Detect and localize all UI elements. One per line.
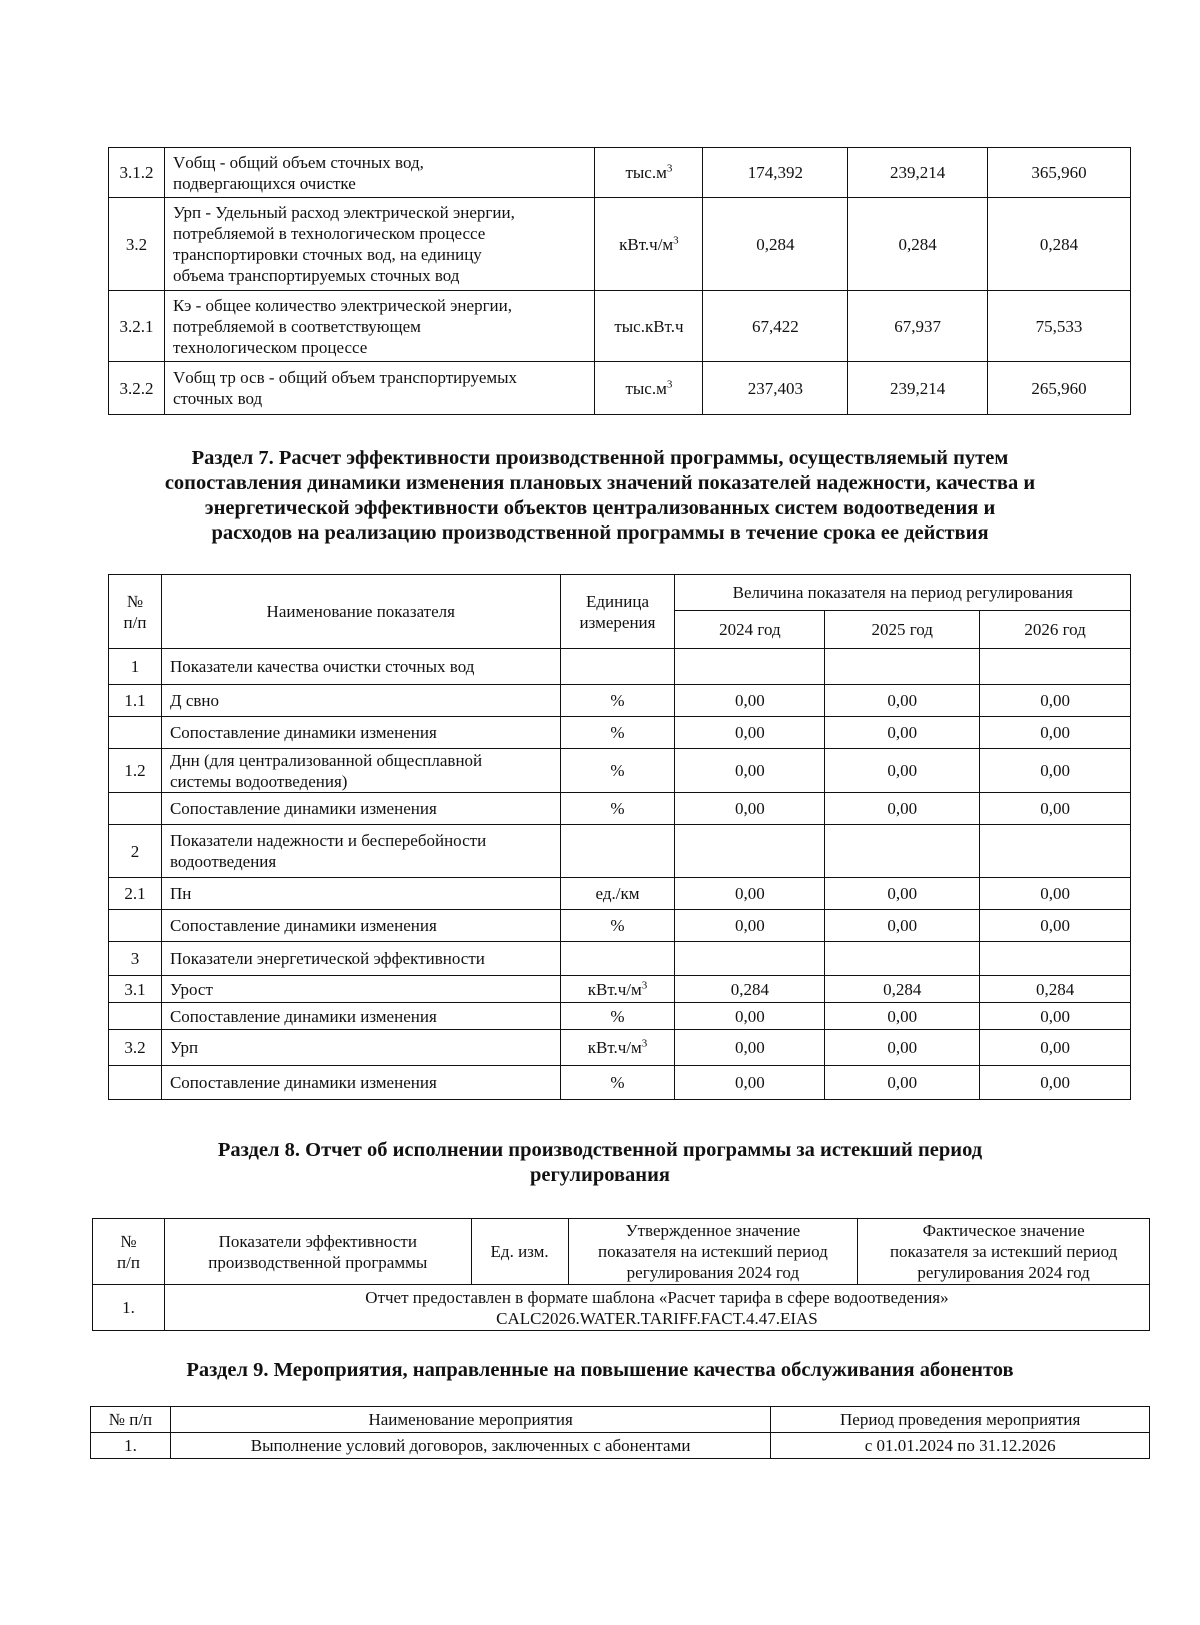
top-row-value-2025: 0,284 — [848, 198, 988, 291]
s7-row-value-2026: 0,00 — [980, 717, 1131, 749]
s7-row-unit: % — [560, 717, 675, 749]
s7-row-value-2025: 0,284 — [825, 976, 980, 1003]
s7-row-value-2026 — [980, 649, 1131, 685]
top-row-num: 3.2.2 — [109, 362, 165, 415]
top-row-name: Урп - Удельный расход электрической энергии, потребляемой в технологическом процессе транспортировки сточных вод, на единицу объема транспортируемых сточных вод — [164, 198, 594, 291]
s7-header-year-2026: 2026 год — [980, 611, 1131, 649]
s7-row-unit: % — [560, 1066, 675, 1100]
s7-row-value-2026: 0,00 — [980, 793, 1131, 825]
top-row-unit: тыс.кВт.ч — [595, 291, 703, 362]
s7-row-value-2025: 0,00 — [825, 793, 980, 825]
s7-row-value-2024: 0,00 — [675, 749, 825, 793]
s7-row-num: 2.1 — [109, 878, 162, 910]
s7-row-value-2026: 0,00 — [980, 878, 1131, 910]
s8-header-approved: Утвержденное значение показателя на истекший период регулирования 2024 год — [568, 1219, 858, 1285]
s7-row-value-2026: 0,00 — [980, 1003, 1131, 1030]
s7-row-name: Днн (для централизованной общесплавной системы водоотведения) — [161, 749, 560, 793]
s7-row-value-2024 — [675, 825, 825, 878]
s7-row — [109, 717, 1131, 749]
s7-row — [109, 649, 1131, 685]
s7-row-unit: % — [560, 910, 675, 942]
s7-row-value-2026: 0,284 — [980, 976, 1131, 1003]
s7-row-value-2025: 0,00 — [825, 878, 980, 910]
s7-row-num: 3.2 — [109, 1030, 162, 1066]
s7-row-unit: $кВт.ч/м^3$ — [560, 1030, 675, 1066]
top-row-value-2026: 75,533 — [988, 291, 1131, 362]
top-row-unit: $тыс.м^3$ — [595, 148, 703, 198]
s7-row-unit: % — [560, 1003, 675, 1030]
s7-row-num: 1.2 — [109, 749, 162, 793]
s7-row-num: 2 — [109, 825, 162, 878]
s7-row-unit — [560, 649, 675, 685]
top-row-unit: $кВт.ч/м^3$ — [595, 198, 703, 291]
s7-row-unit — [560, 942, 675, 976]
s7-row-value-2024: 0,00 — [675, 1030, 825, 1066]
s7-header-num: № п/п — [109, 575, 162, 649]
s7-row — [109, 976, 1131, 1003]
s8-row-num: 1. — [93, 1285, 165, 1331]
s7-row-num: 1 — [109, 649, 162, 685]
top-row-name: Vобщ - общий объем сточных вод, подвергающихся очистке — [164, 148, 594, 198]
top-row-value-2024: 174,392 — [703, 148, 848, 198]
top-indicators-table — [108, 147, 1131, 415]
s9-row-name: Выполнение условий договоров, заключенных с абонентами — [170, 1433, 770, 1459]
section9-title: Раздел 9. Мероприятия, направленные на повышение качества обслуживания абонентов — [186, 1359, 1014, 1381]
s7-row-value-2024: 0,00 — [675, 717, 825, 749]
s7-row-name: Д свно — [161, 685, 560, 717]
s7-row-value-2025 — [825, 825, 980, 878]
s7-header-year-2025: 2025 год — [825, 611, 980, 649]
s7-row-value-2024 — [675, 942, 825, 976]
s7-header-year-2024: 2024 год — [675, 611, 825, 649]
s7-row-value-2024: 0,00 — [675, 1003, 825, 1030]
s8-header-num: № п/п — [93, 1219, 165, 1285]
top-row-value-2024: 67,422 — [703, 291, 848, 362]
s7-row-name: Показатели качества очистки сточных вод — [161, 649, 560, 685]
top-row-value-2024: 237,403 — [703, 362, 848, 415]
s7-row — [109, 1066, 1131, 1100]
s7-row-value-2025: 0,00 — [825, 910, 980, 942]
s7-row — [109, 1030, 1131, 1066]
s7-row-value-2024: 0,284 — [675, 976, 825, 1003]
s7-row-unit: % — [560, 793, 675, 825]
s7-row-value-2026 — [980, 942, 1131, 976]
s7-row-value-2024 — [675, 649, 825, 685]
top-row-value-2026: 0,284 — [988, 198, 1131, 291]
top-row-name: Vобщ тр осв - общий объем транспортируемых сточных вод — [164, 362, 594, 415]
top-row-value-2025: 239,214 — [848, 148, 988, 198]
top-row — [109, 362, 1131, 415]
s7-row-name: Пн — [161, 878, 560, 910]
s7-row-name: Урп — [161, 1030, 560, 1066]
s7-row-unit: $кВт.ч/м^3$ — [560, 976, 675, 1003]
top-row-value-2025: 239,214 — [848, 362, 988, 415]
top-row-num: 3.2.1 — [109, 291, 165, 362]
s7-header-unit: Единица измерения — [560, 575, 675, 649]
s7-row-num: 3 — [109, 942, 162, 976]
s7-row-name: Сопоставление динамики изменения — [161, 910, 560, 942]
s7-row — [109, 910, 1131, 942]
top-row-value-2024: 0,284 — [703, 198, 848, 291]
s7-row-unit: % — [560, 749, 675, 793]
s7-row-num — [109, 1003, 162, 1030]
s7-row-value-2024: 0,00 — [675, 878, 825, 910]
s7-row-value-2025 — [825, 942, 980, 976]
top-row-num: 3.2 — [109, 198, 165, 291]
s7-row-num — [109, 1066, 162, 1100]
s7-row-value-2025: 0,00 — [825, 1003, 980, 1030]
s7-row-value-2026 — [980, 825, 1131, 878]
s7-row-name: Показатели энергетической эффективности — [161, 942, 560, 976]
s9-header-name: Наименование мероприятия — [170, 1407, 770, 1433]
top-row-value-2026: 365,960 — [988, 148, 1131, 198]
top-row — [109, 291, 1131, 362]
top-row-value-2025: 67,937 — [848, 291, 988, 362]
s7-row-name: Урост — [161, 976, 560, 1003]
s9-header-period: Период проведения мероприятия — [771, 1407, 1150, 1433]
s7-row — [109, 1003, 1131, 1030]
s7-row-value-2025: 0,00 — [825, 1030, 980, 1066]
section9-table — [90, 1406, 1150, 1459]
s7-row-value-2024: 0,00 — [675, 1066, 825, 1100]
section8-table — [92, 1218, 1150, 1331]
top-row — [109, 198, 1131, 291]
s7-header-name: Наименование показателя — [161, 575, 560, 649]
top-row — [109, 148, 1131, 198]
s7-row-value-2025 — [825, 649, 980, 685]
s7-row-num: 3.1 — [109, 976, 162, 1003]
s7-row-value-2025: 0,00 — [825, 685, 980, 717]
s7-row-value-2026: 0,00 — [980, 910, 1131, 942]
s7-row-value-2026: 0,00 — [980, 1030, 1131, 1066]
s8-header-actual: Фактическое значение показателя за истекший период регулирования 2024 год — [858, 1219, 1150, 1285]
s7-row-value-2026: 0,00 — [980, 749, 1131, 793]
s7-row-num: 1.1 — [109, 685, 162, 717]
s7-header-period: Величина показателя на период регулирования — [675, 575, 1131, 611]
s7-row-value-2026: 0,00 — [980, 1066, 1131, 1100]
s7-row-value-2025: 0,00 — [825, 749, 980, 793]
top-row-name: Кэ - общее количество электрической энергии, потребляемой в соответствующем технологическом процессе — [164, 291, 594, 362]
s9-row-num: 1. — [91, 1433, 171, 1459]
s7-row-name: Сопоставление динамики изменения — [161, 1066, 560, 1100]
s7-row — [109, 749, 1131, 793]
s8-row-text: Отчет предоставлен в формате шаблона «Расчет тарифа в сфере водоотведения» CALC2026.WATER.TARIFF.FACT.4.47.EIAS — [164, 1285, 1149, 1331]
s8-header-unit: Ед. изм. — [471, 1219, 568, 1285]
s7-row-value-2024: 0,00 — [675, 685, 825, 717]
s7-row-value-2024: 0,00 — [675, 793, 825, 825]
s7-row-unit: % — [560, 685, 675, 717]
section8-title: Раздел 8. Отчет об исполнении производственной программы за истекший период регулирования — [217, 1139, 983, 1186]
s7-row-unit: ед./км — [560, 878, 675, 910]
s7-row-unit — [560, 825, 675, 878]
s7-row — [109, 685, 1131, 717]
s7-row — [109, 793, 1131, 825]
top-row-value-2026: 265,960 — [988, 362, 1131, 415]
s7-row-value-2025: 0,00 — [825, 717, 980, 749]
s7-row-name: Сопоставление динамики изменения — [161, 717, 560, 749]
s9-row-period: с 01.01.2024 по 31.12.2026 — [771, 1433, 1150, 1459]
s7-row-value-2024: 0,00 — [675, 910, 825, 942]
s7-row-value-2026: 0,00 — [980, 685, 1131, 717]
s7-row-name: Показатели надежности и бесперебойности водоотведения — [161, 825, 560, 878]
section7-title: Раздел 7. Расчет эффективности производственной программы, осуществляемый путем сопоставления динамики изменения плановых значений показателей надежности, качества и энергетической эффективности объектов централизованных систем водоотведения и расходов на реализацию производственной программы в течение срока ее действия — [164, 447, 1036, 544]
top-row-num: 3.1.2 — [109, 148, 165, 198]
s7-row-num — [109, 717, 162, 749]
s7-row-num — [109, 793, 162, 825]
s7-row — [109, 942, 1131, 976]
s7-row-name: Сопоставление динамики изменения — [161, 793, 560, 825]
s7-row-num — [109, 910, 162, 942]
top-row-unit: $тыс.м^3$ — [595, 362, 703, 415]
s8-header-name: Показатели эффективности производственной программы — [164, 1219, 471, 1285]
s7-row-value-2025: 0,00 — [825, 1066, 980, 1100]
s7-row — [109, 825, 1131, 878]
s7-row — [109, 878, 1131, 910]
section7-table — [108, 574, 1131, 1100]
s9-header-num: № п/п — [91, 1407, 171, 1433]
s7-row-name: Сопоставление динамики изменения — [161, 1003, 560, 1030]
